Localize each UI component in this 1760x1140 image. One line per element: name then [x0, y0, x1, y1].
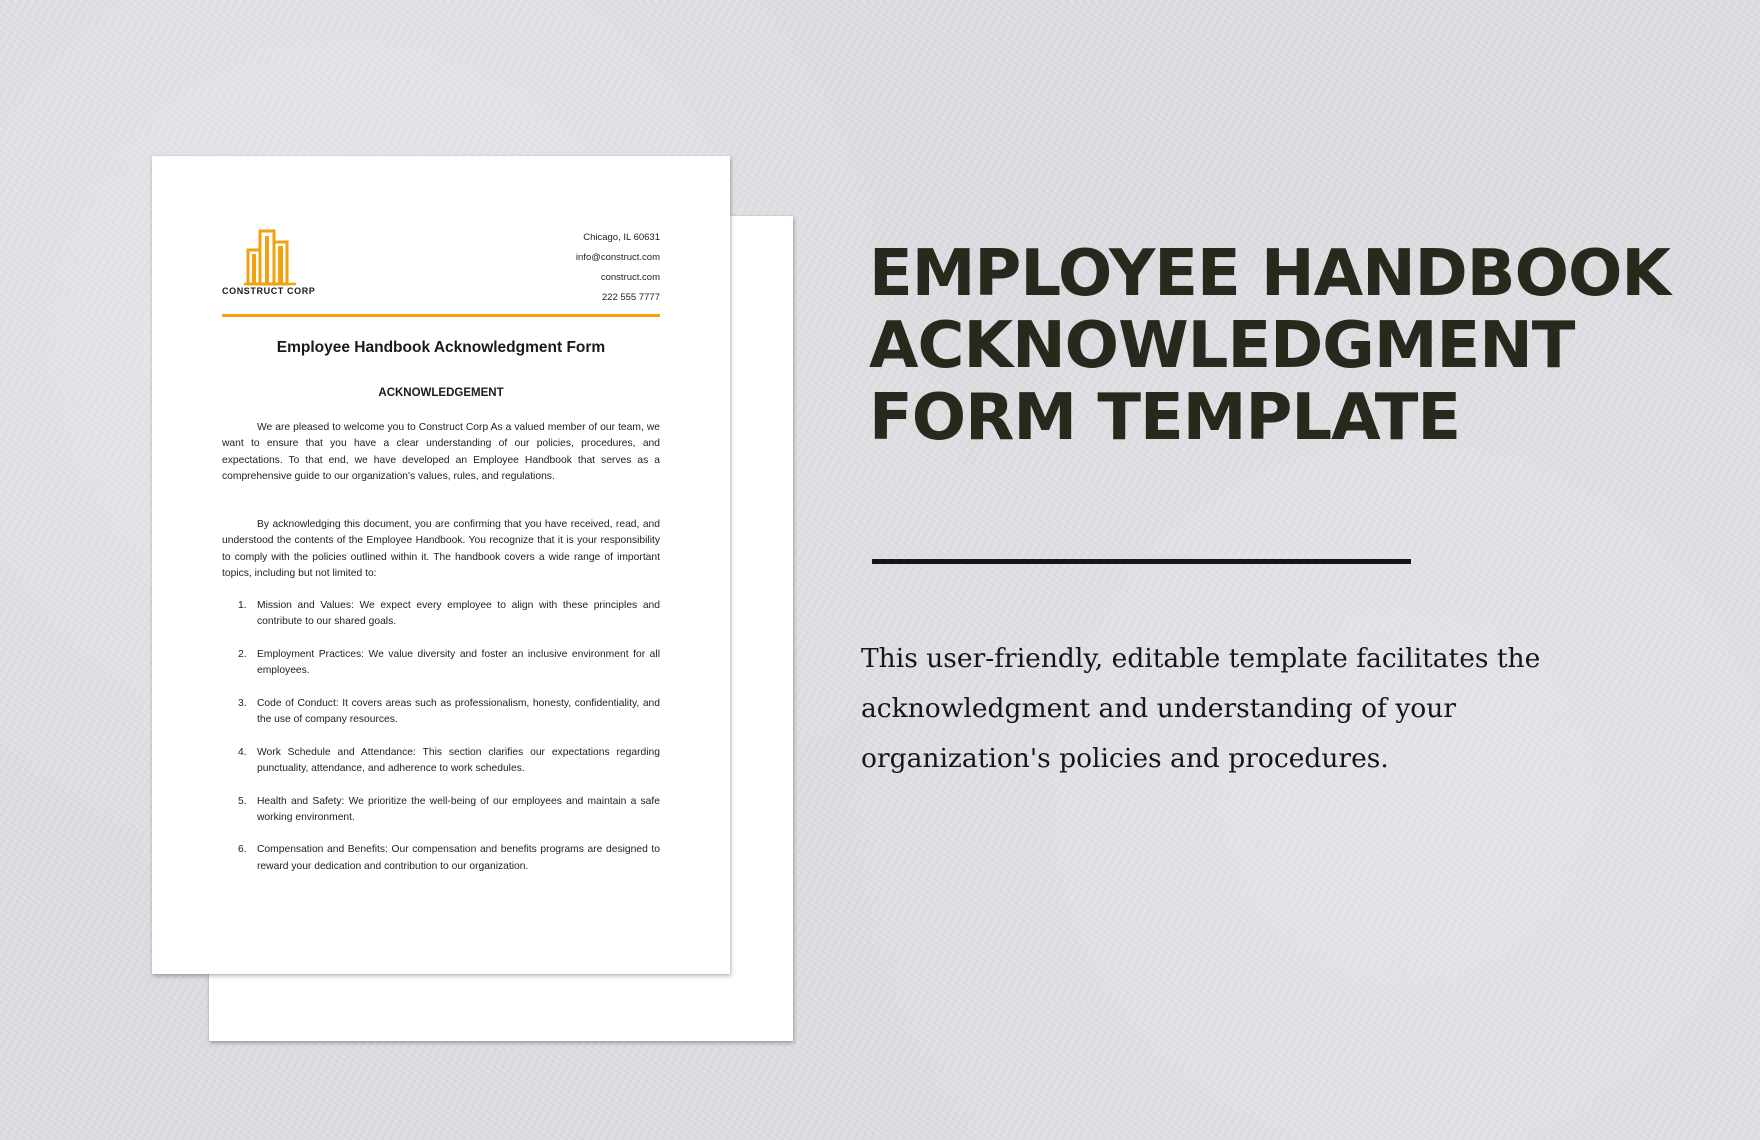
- section-heading: ACKNOWLEDGEMENT: [378, 387, 504, 399]
- list-number: 2.: [238, 648, 247, 660]
- building-icon: [244, 228, 296, 286]
- list-text: Mission and Values: We expect every employee to align with these principles and contribute to our shared goals.: [257, 600, 660, 628]
- list-number: 6.: [238, 844, 247, 856]
- list-item: [222, 794, 660, 827]
- list-item: [222, 745, 660, 778]
- contact-block: [576, 228, 660, 308]
- contact-email: info@construct.com: [575, 252, 660, 263]
- contact-phone: 222 555 7777: [601, 292, 660, 303]
- list-number: 1.: [238, 600, 247, 611]
- document-header: [222, 228, 660, 308]
- list-number: 4.: [238, 746, 247, 758]
- acknowledgement-paragraph: By acknowledging this document, you are confirming that you have received, read, and understood the contents of the Employee Handbook. You recognize that it is your responsibility to comply with the policies outlined within it. The handbook covers a wide range of important topics, including but not limited to:: [222, 519, 660, 579]
- list-text: Employment Practices: We value diversity and foster an inclusive environment for all employees.: [257, 648, 660, 677]
- list-number: 5.: [238, 795, 247, 807]
- document-page: [152, 156, 730, 974]
- promo-divider: [872, 559, 1411, 564]
- document-title: Employee Handbook Acknowledgment Form: [276, 339, 606, 356]
- list-item: [222, 598, 660, 631]
- list-text: Code of Conduct: It covers areas such as professionalism, honesty, confidentiality, and the use of company resources.: [257, 697, 660, 726]
- list-number: 3.: [238, 697, 247, 709]
- contact-address: Chicago, IL 60631: [583, 232, 660, 243]
- company-logo: [222, 228, 322, 298]
- topics-list: [222, 598, 660, 891]
- list-text: Work Schedule and Attendance: This section clarifies our expectations regarding punctuality, attendance, and adherence to work schedules.: [257, 746, 660, 774]
- header-divider: [222, 314, 660, 317]
- list-item: [222, 842, 660, 875]
- contact-website: construct.com: [600, 272, 660, 283]
- list-text: Health and Safety: We prioritize the well-being of our employees and maintain a safe working environment.: [257, 795, 660, 823]
- list-text: Compensation and Benefits: Our compensation and benefits programs are designed to reward your dedication and contribution to our organization.: [257, 844, 660, 872]
- promo-headline: EMPLOYEE HANDBOOK ACKNOWLEDGMENT FORM TEMPLATE: [869, 237, 1670, 455]
- list-item: [222, 696, 660, 729]
- company-name: CONSTRUCT CORP: [222, 286, 316, 296]
- intro-paragraph: We are pleased to welcome you to Construct Corp As a valued member of our team, we want to ensure that you have a clear understanding of our policies, procedures, and expectations. To that end, we have developed an Employee Handbook that serves as a comprehensive guide to our organization's values, rules, and regulations.: [222, 422, 660, 482]
- promo-description: This user-friendly, editable template facilitates the acknowledgment and understanding of your organization's policies and procedures.: [861, 643, 1541, 774]
- list-item: [222, 647, 660, 680]
